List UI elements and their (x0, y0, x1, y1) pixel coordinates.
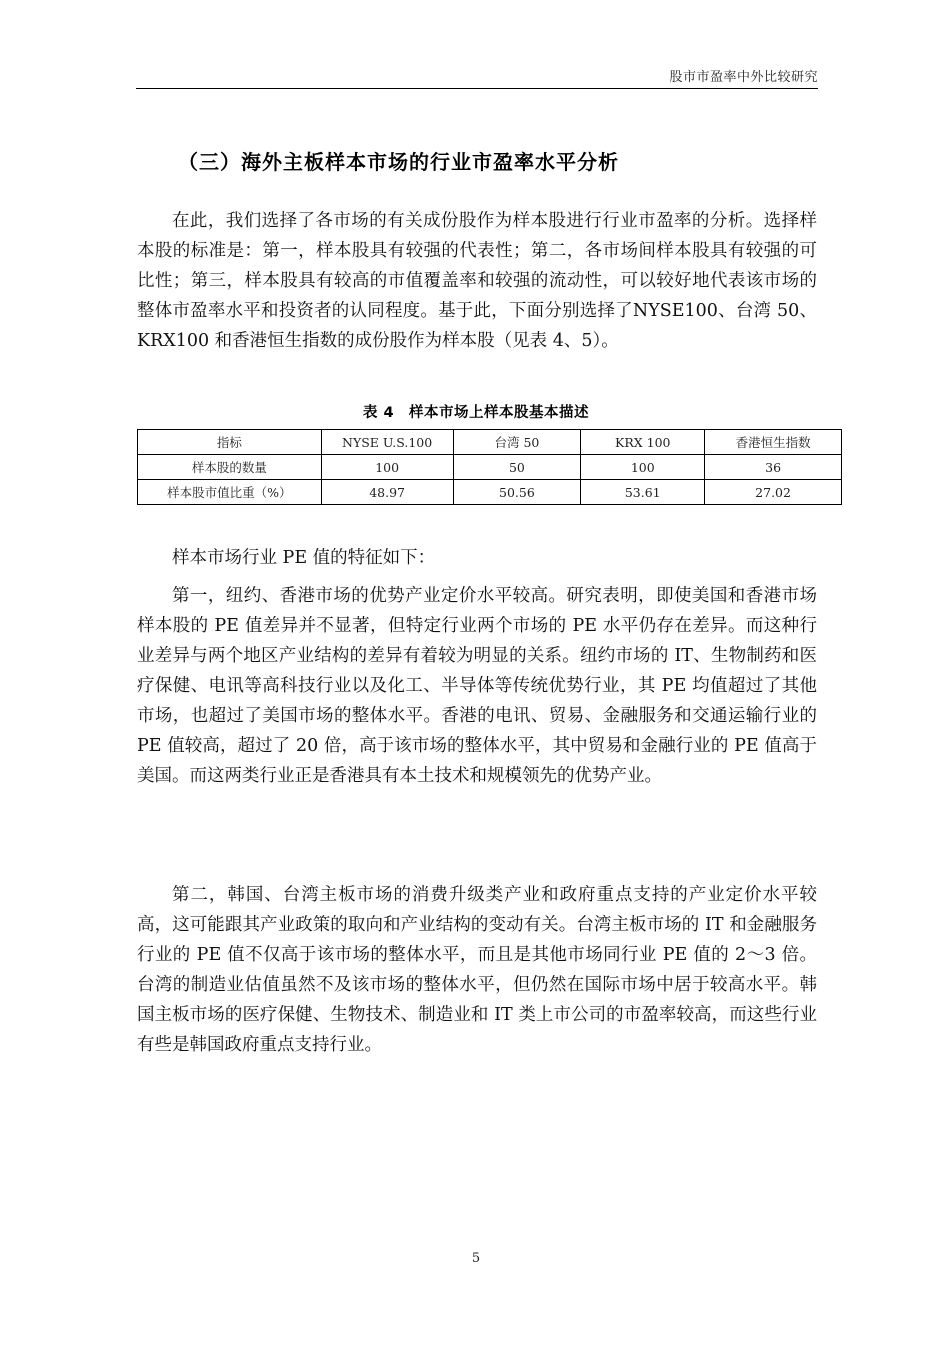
table-header-cell: 台湾 50 (453, 430, 581, 455)
features-lead: 样本市场行业 PE 值的特征如下： (172, 548, 436, 568)
table-cell: 样本股市值比重（%） (138, 480, 322, 505)
running-header (136, 66, 818, 89)
running-header-title: 股市市盈率中外比较研究 (669, 70, 818, 85)
table-header-cell: 香港恒生指数 (705, 430, 842, 455)
point-one-paragraph: 第一，纽约、香港市场的优势产业定价水平较高。研究表明，即使美国和香港市场样本股的 PE 值差异并不显著，但特定行业两个市场的 PE 水平仍存在差异。而这种行业差异与两个地区产业结构的差异有着较为明显的关系。纽约市场的 IT、生物制药和医疗保健、电讯等高科技行业以及化工、半导体等传统优势行业，其 PE 均值超过了其他市场，也超过了美国市场的整体水平。香港的电讯、贸易、金融服务和交通运输行业的 PE 值较高，超过了 20 倍，高于该市场的整体水平，其中贸易和金融行业的 PE 值高于美国。而这两类行业正是香港具有本土技术和规模领先的优势产业。 (137, 586, 817, 786)
table-row (138, 455, 842, 480)
table-cell: 样本股的数量 (138, 455, 322, 480)
table-cell: 50.56 (453, 480, 581, 505)
sample-stock-table (137, 429, 842, 505)
table-cell: 53.61 (581, 480, 705, 505)
table-cell: 27.02 (705, 480, 842, 505)
table-cell: 50 (453, 455, 581, 480)
section-title: （三）海外主板样本市场的行业市盈率水平分析 (178, 150, 619, 174)
page-number: 5 (471, 1251, 481, 1266)
table-cell: 100 (581, 455, 705, 480)
table-header-cell: KRX 100 (581, 430, 705, 455)
table-header-cell: NYSE U.S.100 (321, 430, 453, 455)
table-caption: 表 4 样本市场上样本股基本描述 (362, 405, 590, 421)
table-header-cell: 指标 (138, 430, 322, 455)
table-cell: 48.97 (321, 480, 453, 505)
intro-paragraph: 在此，我们选择了各市场的有关成份股作为样本股进行行业市盈率的分析。选择样本股的标准是：第一，样本股具有较强的代表性；第二，各市场间样本股具有较强的可比性；第三，样本股具有较高的市值覆盖率和较强的流动性，可以较好地代表该市场的整体市盈率水平和投资者的认同程度。基于此，下面分别选择了NYSE100、台湾 50、KRX100 和香港恒生指数的成份股作为样本股（见表 4、5）。 (137, 211, 817, 351)
table-cell: 100 (321, 455, 453, 480)
table-header-row (138, 430, 842, 455)
table-cell: 36 (705, 455, 842, 480)
point-two-paragraph: 第二，韩国、台湾主板市场的消费升级类产业和政府重点支持的产业定价水平较高，这可能跟其产业政策的取向和产业结构的变动有关。台湾主板市场的 IT 和金融服务行业的 PE 值不仅高于该市场的整体水平，而且是其他市场同行业 PE 值的 2～3 倍。台湾的制造业估值虽然不及该市场的整体水平，但仍然在国际市场中居于较高水平。韩国主板市场的医疗保健、生物技术、制造业和 IT 类上市公司的市盈率较高，而这些行业有些是韩国政府重点支持行业。 (137, 885, 817, 1055)
table-row (138, 480, 842, 505)
